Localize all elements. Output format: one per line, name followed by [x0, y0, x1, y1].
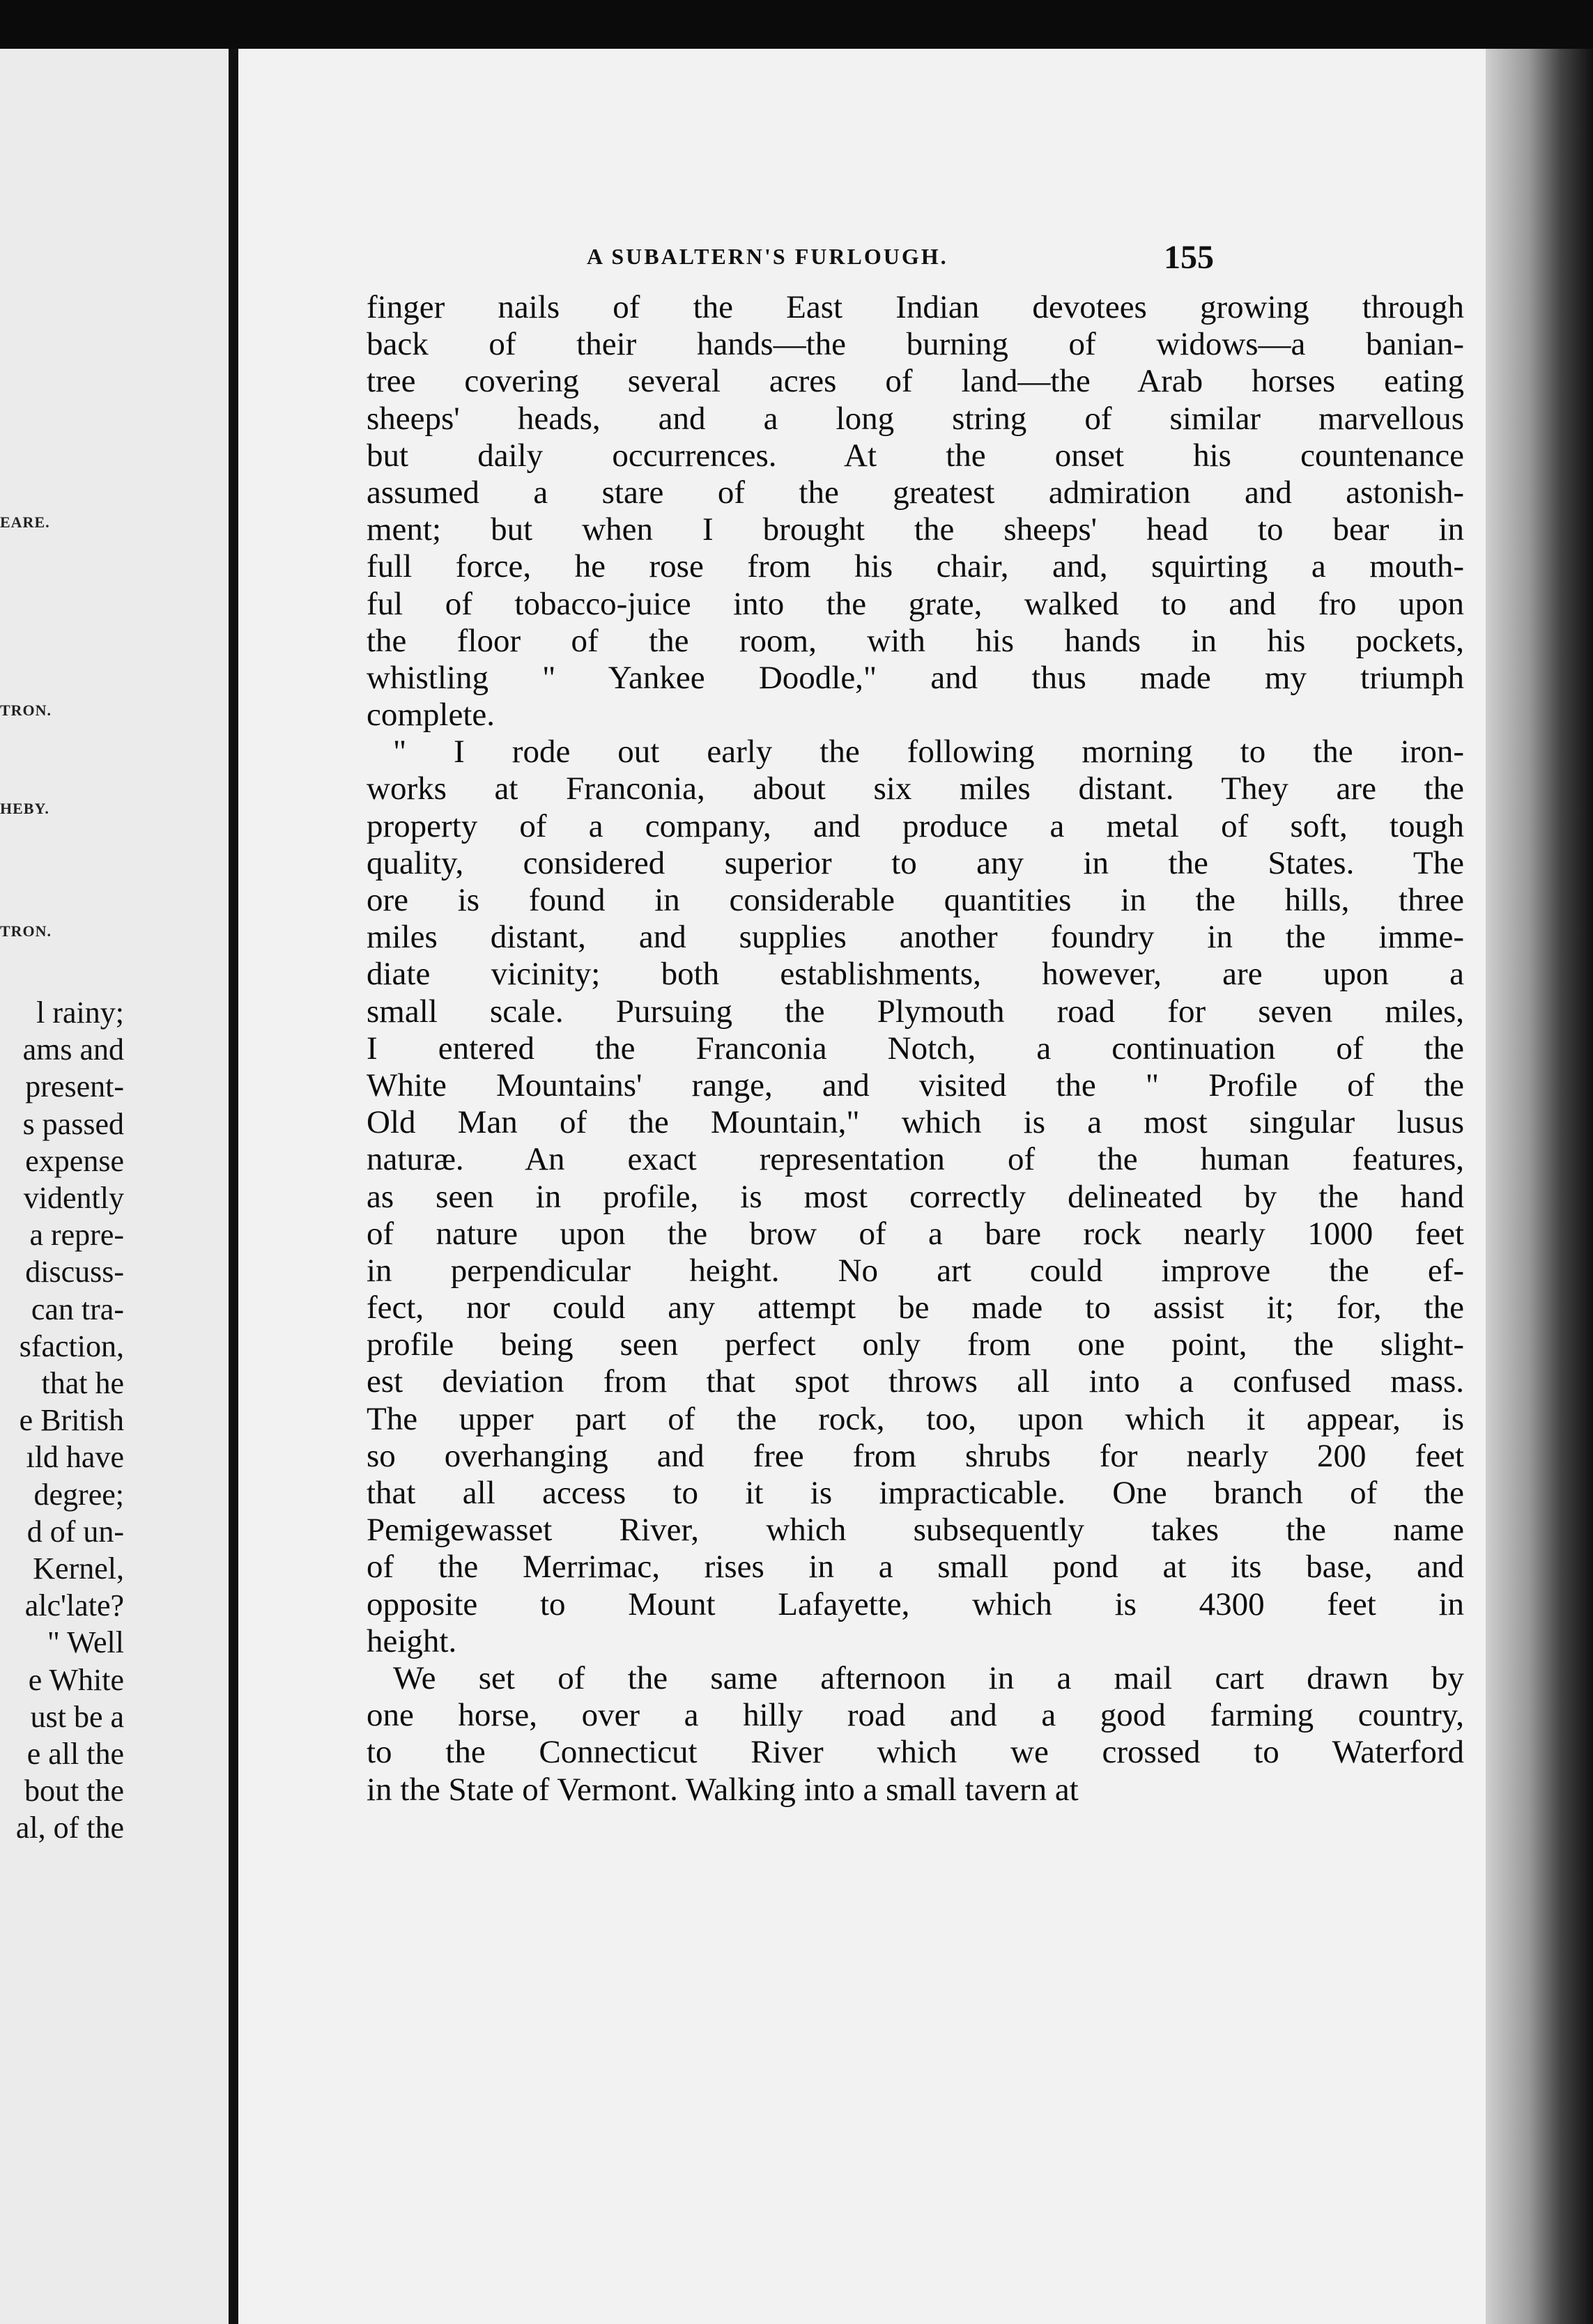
text-line: ment; but when I brought the sheeps' head to bear in [367, 511, 1464, 548]
text-line: property of a company, and produce a metal of soft, tough [367, 807, 1464, 844]
text-line: naturæ. An exact representation of the human features, [367, 1141, 1464, 1178]
left-text-line: that he [41, 1366, 124, 1400]
running-head: A SUBALTERN'S FURLOUGH. [587, 244, 948, 269]
text-line: quality, considered superior to any in the States. The [367, 844, 1464, 881]
previous-page-fragment [0, 49, 233, 2324]
text-line: of the Merrimac, rises in a small pond at its base, and [367, 1549, 1464, 1586]
left-text-line: a repre- [29, 1218, 124, 1253]
left-text-line: " Well [47, 1625, 124, 1660]
text-line: small scale. Pursuing the Plymouth road for seven miles, [367, 993, 1464, 1030]
text-line: whistling " Yankee Doodle," and thus made my triumph [367, 659, 1464, 696]
left-text-line: ust be a [30, 1699, 124, 1734]
text-line: profile being seen perfect only from one point, the slight- [367, 1326, 1464, 1363]
text-line: of nature upon the brow of a bare rock nearly 1000 feet [367, 1215, 1464, 1252]
left-running-head: TRON. [0, 922, 52, 940]
text-line: so overhanging and free from shrubs for nearly 200 feet [367, 1437, 1464, 1474]
page-edge [1486, 49, 1593, 2324]
left-text-line: s passed [22, 1106, 124, 1141]
left-text-line: e White [28, 1662, 124, 1697]
text-line: Pemigewasset River, which subsequently takes the name [367, 1512, 1464, 1549]
text-line: The upper part of the rock, too, upon which it appear, is [367, 1400, 1464, 1437]
left-text-line: bout the [24, 1774, 124, 1808]
text-line: fect, nor could any attempt be made to assist it; for, the [367, 1289, 1464, 1326]
text-line: as seen in profile, is most correctly delineated by the hand [367, 1178, 1464, 1215]
text-line: but daily occurrences. At the onset his countenance [367, 437, 1464, 474]
text-line: miles distant, and supplies another foundry in the imme- [367, 919, 1464, 956]
text-line: in perpendicular height. No art could improve the ef- [367, 1252, 1464, 1289]
text-line: opposite to Mount Lafayette, which is 4300 feet in [367, 1586, 1464, 1622]
text-line: to the Connecticut River which we crossed to Waterford [367, 1734, 1464, 1771]
page-number: 155 [1164, 239, 1214, 276]
left-text-line: al, of the [15, 1811, 124, 1845]
left-text-line: expense [25, 1143, 124, 1178]
text-line: est deviation from that spot throws all into a confused mass. [367, 1363, 1464, 1400]
text-line: assumed a stare of the greatest admiration and astonish- [367, 474, 1464, 511]
left-text-line: present- [25, 1069, 124, 1104]
text-line: the floor of the room, with his hands in his pockets, [367, 622, 1464, 659]
text-line: height. [367, 1622, 457, 1659]
text-line: complete. [367, 697, 495, 734]
text-line: finger nails of the East Indian devotees growing through [367, 289, 1464, 325]
left-text-line: degree; [33, 1477, 124, 1512]
text-line: one horse, over a hilly road and a good farming country, [367, 1697, 1464, 1734]
text-line: Old Man of the Mountain," which is a most singular lusus [367, 1104, 1464, 1141]
text-line: " I rode out early the following morning to the iron- [393, 734, 1464, 770]
left-text-line: e British [19, 1403, 124, 1438]
text-line: sheeps' heads, and a long string of similar marvellous [367, 400, 1464, 437]
book-page [238, 49, 1486, 2324]
left-running-head: TRON. [0, 702, 52, 719]
left-text-line: d of un- [26, 1514, 124, 1549]
page-header [238, 238, 1486, 280]
text-line: White Mountains' range, and visited the " Profile of the [367, 1067, 1464, 1103]
text-line: in the State of Vermont. Walking into a small tavern at [367, 1771, 1079, 1808]
left-text-line: l rainy; [36, 996, 124, 1030]
left-text-line: ıld have [26, 1440, 124, 1475]
text-line: tree covering several acres of land—the Arab horses eating [367, 363, 1464, 400]
text-line: ful of tobacco-juice into the grate, walked to and fro upon [367, 585, 1464, 622]
book-gutter [229, 49, 238, 2324]
text-line: ore is found in considerable quantities in the hills, three [367, 882, 1464, 918]
text-line: I entered the Franconia Notch, a continuation of the [367, 1030, 1464, 1067]
left-text-line: Kernel, [33, 1551, 124, 1586]
left-running-head: EARE. [0, 513, 50, 531]
left-text-line: discuss- [25, 1255, 124, 1289]
left-running-head: HEBY. [0, 800, 49, 817]
text-line: full force, he rose from his chair, and, squirting a mouth- [367, 548, 1464, 585]
left-text-line: sfaction, [19, 1328, 124, 1363]
left-text-line: vidently [23, 1181, 124, 1215]
text-line: works at Franconia, about six miles distant. They are the [367, 770, 1464, 807]
text-line: back of their hands—the burning of widows—a banian- [367, 326, 1464, 363]
left-text-line: can tra- [31, 1292, 124, 1326]
left-text-line: ams and [22, 1032, 124, 1067]
text-line: diate vicinity; both establishments, however, are upon a [367, 956, 1464, 993]
text-line: that all access to it is impracticable. One branch of the [367, 1475, 1464, 1511]
left-text-line: alc'late? [24, 1588, 124, 1623]
left-text-line: e all the [26, 1737, 124, 1771]
page-body [367, 289, 1464, 1808]
text-line: We set of the same afternoon in a mail cart drawn by [393, 1659, 1464, 1696]
